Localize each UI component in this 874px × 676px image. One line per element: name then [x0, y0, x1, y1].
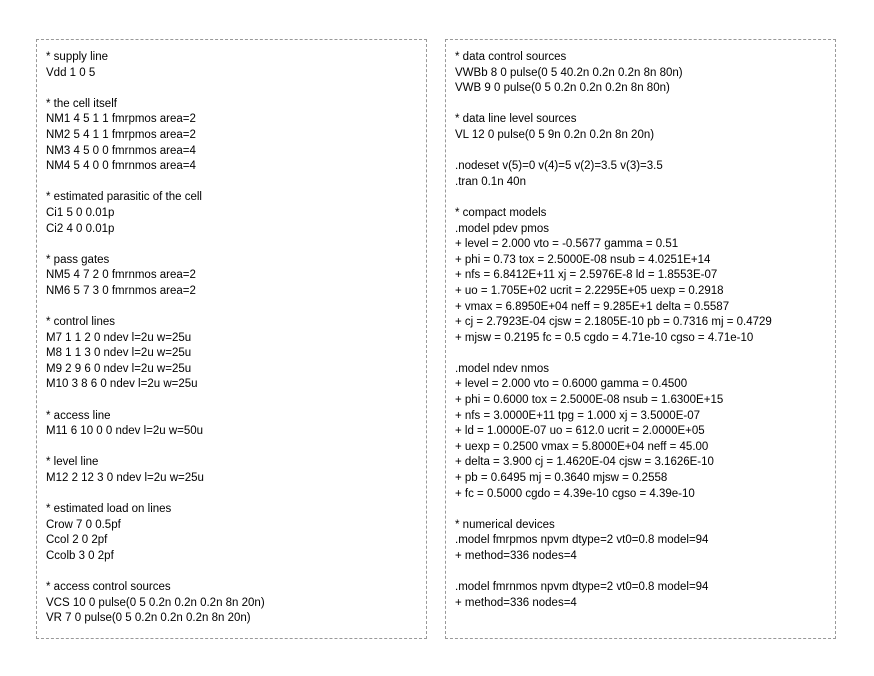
netlist-line: + cj = 2.7923E-04 cjsw = 2.1805E-10 pb = 0.7316 mj = 0.4729	[455, 316, 772, 329]
blank-line	[455, 144, 835, 160]
blank-line	[46, 393, 426, 409]
blank-line	[46, 237, 426, 253]
netlist-line: + level = 2.000 vto = 0.6000 gamma = 0.4500	[455, 378, 688, 391]
netlist-line: .model fmrpmos npvm dtype=2 vt0=0.8 model=94	[455, 534, 709, 547]
netlist-line: + mjsw = 0.2195 fc = 0.5 cgdo = 4.71e-10 cgso = 4.71e-10	[455, 331, 754, 344]
netlist-line: Ccol 2 0 2pf	[46, 534, 108, 547]
section-comment: * access control sources	[46, 581, 171, 594]
netlist-line: NM3 4 5 0 0 fmrnmos area=4	[46, 144, 196, 157]
netlist-line: .model fmrnmos npvm dtype=2 vt0=0.8 model=94	[455, 581, 709, 594]
section-comment: * level line	[46, 456, 99, 469]
blank-line	[455, 190, 835, 206]
netlist-line: + phi = 0.6000 tox = 2.5000E-08 nsub = 1.6300E+15	[455, 394, 724, 407]
netlist-line: NM1 4 5 1 1 fmrpmos area=2	[46, 113, 196, 126]
netlist-line: M8 1 1 3 0 ndev l=2u w=25u	[46, 347, 192, 360]
netlist-line: .nodeset v(5)=0 v(4)=5 v(2)=3.5 v(3)=3.5	[455, 160, 663, 173]
section-comment: * numerical devices	[455, 518, 555, 531]
section-comment: * data line level sources	[455, 113, 577, 126]
netlist-line: + vmax = 6.8950E+04 neff = 9.285E+1 delta = 0.5587	[455, 300, 730, 313]
section-comment: * control lines	[46, 316, 116, 329]
netlist-line: VWBb 8 0 pulse(0 5 40.2n 0.2n 0.2n 8n 80n)	[455, 66, 683, 79]
netlist-line: + fc = 0.5000 cgdo = 4.39e-10 cgso = 4.39e-10	[455, 487, 695, 500]
netlist-line: + phi = 0.73 tox = 2.5000E-08 nsub = 4.0251E+14	[455, 253, 711, 266]
netlist-line: .model pdev pmos	[455, 222, 549, 235]
netlist-line: Vdd 1 0 5	[46, 66, 96, 79]
section-comment: * access line	[46, 409, 111, 422]
netlist-line: Ci2 4 0 0.01p	[46, 222, 115, 235]
netlist-line: .model ndev nmos	[455, 362, 549, 375]
netlist-line: VCS 10 0 pulse(0 5 0.2n 0.2n 0.2n 8n 20n)	[46, 596, 265, 609]
blank-line	[46, 565, 426, 581]
netlist-line: M12 2 12 3 0 ndev l=2u w=25u	[46, 472, 204, 485]
right-netlist-panel	[445, 39, 836, 639]
blank-line	[455, 565, 835, 581]
blank-line	[46, 300, 426, 316]
netlist-line: + uo = 1.705E+02 ucrit = 2.2295E+05 uexp = 0.2918	[455, 284, 724, 297]
netlist-line: M11 6 10 0 0 ndev l=2u w=50u	[46, 425, 204, 438]
section-comment: * pass gates	[46, 253, 110, 266]
netlist-line: NM5 4 7 2 0 fmrnmos area=2	[46, 269, 196, 282]
blank-line	[46, 81, 426, 97]
left-netlist-panel	[36, 39, 427, 639]
blank-line	[46, 440, 426, 456]
netlist-line: + delta = 3.900 cj = 1.4620E-04 cjsw = 3.1626E-10	[455, 456, 714, 469]
section-comment: * estimated load on lines	[46, 503, 172, 516]
netlist-line: + pb = 0.6495 mj = 0.3640 mjsw = 0.2558	[455, 472, 668, 485]
netlist-line: M7 1 1 2 0 ndev l=2u w=25u	[46, 331, 192, 344]
blank-line	[46, 487, 426, 503]
netlist-line: VR 7 0 pulse(0 5 0.2n 0.2n 0.2n 8n 20n)	[46, 612, 251, 625]
netlist-line: + level = 2.000 vto = -0.5677 gamma = 0.51	[455, 238, 679, 251]
blank-line	[455, 97, 835, 113]
netlist-line: VL 12 0 pulse(0 5 9n 0.2n 0.2n 8n 20n)	[455, 128, 655, 141]
blank-line	[455, 346, 835, 362]
blank-line	[455, 502, 835, 518]
section-comment: * estimated parasitic of the cell	[46, 191, 202, 204]
netlist-line: + nfs = 6.8412E+11 xj = 2.5976E-8 ld = 1.8553E-07	[455, 269, 718, 282]
netlist-line: VWB 9 0 pulse(0 5 0.2n 0.2n 0.2n 8n 80n)	[455, 82, 670, 95]
section-comment: * supply line	[46, 51, 109, 63]
section-comment: * the cell itself	[46, 97, 117, 110]
netlist-line: Ci1 5 0 0.01p	[46, 206, 115, 219]
netlist-line: NM4 5 4 0 0 fmrnmos area=4	[46, 160, 196, 173]
netlist-line: Ccolb 3 0 2pf	[46, 550, 114, 562]
netlist-line: NM6 5 7 3 0 fmrnmos area=2	[46, 284, 196, 297]
netlist-line: M9 2 9 6 0 ndev l=2u w=25u	[46, 362, 192, 375]
netlist-line: + method=336 nodes=4	[455, 550, 577, 562]
netlist-line: NM2 5 4 1 1 fmrpmos area=2	[46, 128, 196, 141]
section-comment: * data control sources	[455, 51, 567, 63]
netlist-line: M10 3 8 6 0 ndev l=2u w=25u	[46, 378, 198, 391]
netlist-line: + ld = 1.0000E-07 uo = 612.0 ucrit = 2.0000E+05	[455, 425, 705, 438]
netlist-line: + nfs = 3.0000E+11 tpg = 1.000 xj = 3.5000E-07	[455, 409, 700, 422]
netlist-line: Crow 7 0 0.5pf	[46, 518, 121, 531]
section-comment: * compact models	[455, 206, 547, 219]
netlist-line: .tran 0.1n 40n	[455, 175, 526, 188]
netlist-line: + method=336 nodes=4	[455, 596, 577, 609]
blank-line	[46, 175, 426, 191]
netlist-line: + uexp = 0.2500 vmax = 5.8000E+04 neff = 45.00	[455, 440, 709, 453]
